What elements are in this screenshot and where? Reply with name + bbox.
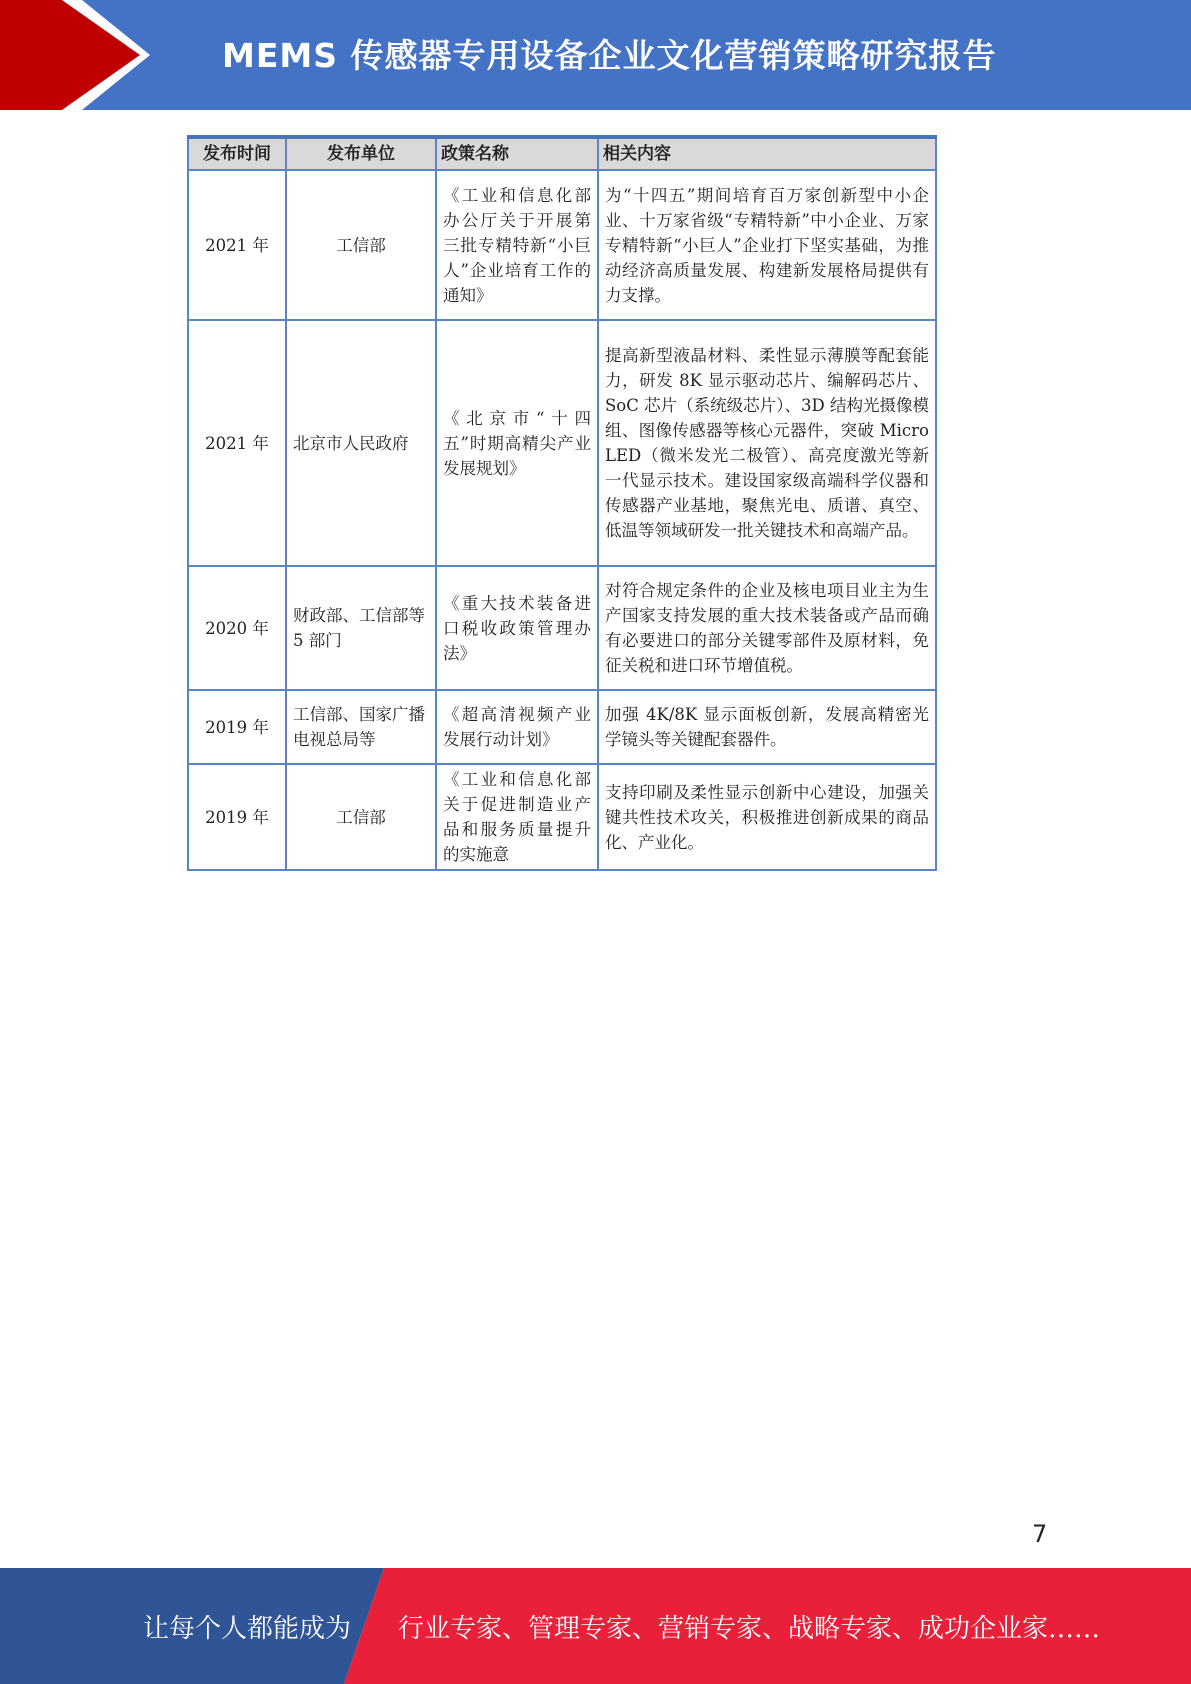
cell-year: 2020 年 (188, 566, 286, 690)
column-header-date: 发布时间 (188, 137, 286, 170)
cell-issuer: 北京市人民政府 (286, 320, 436, 566)
column-header-policy-name: 政策名称 (436, 137, 598, 170)
column-header-issuer: 发布单位 (286, 137, 436, 170)
table-row (188, 764, 936, 870)
cell-content: 加强 4K/8K 显示面板创新，发展高精密光学镜头等关键配套器件。 (598, 690, 936, 764)
header-chevron-decoration (0, 0, 200, 110)
cell-policy-name: 《超高清视频产业发展行动计划》 (436, 690, 598, 764)
policy-table (187, 135, 937, 871)
header-banner (0, 0, 1191, 110)
cell-policy-name: 《工业和信息化部关于促进制造业产品和服务质量提升的实施意 (436, 764, 598, 870)
cell-content: 支持印刷及柔性显示创新中心建设，加强关键共性技术攻关，积极推进创新成果的商品化、产业化。 (598, 764, 936, 870)
cell-year: 2021 年 (188, 320, 286, 566)
cell-issuer: 工信部 (286, 170, 436, 320)
cell-policy-name: 《北京市“十四五”时期高精尖产业发展规划》 (436, 320, 598, 566)
table-row (188, 320, 936, 566)
footer-slogan-left: 让每个人都能成为 (143, 1614, 352, 1644)
page-number: 7 (1032, 1520, 1048, 1548)
cell-issuer: 工信部 (286, 764, 436, 870)
cell-year: 2019 年 (188, 764, 286, 870)
cell-issuer: 财政部、工信部等 5 部门 (286, 566, 436, 690)
report-title: MEMS 传感器专用设备企业文化营销策略研究报告 (222, 36, 997, 75)
table-row (188, 566, 936, 690)
table-row (188, 690, 936, 764)
column-header-content: 相关内容 (598, 137, 936, 170)
cell-year: 2019 年 (188, 690, 286, 764)
cell-issuer: 工信部、国家广播电视总局等 (286, 690, 436, 764)
cell-year: 2021 年 (188, 170, 286, 320)
cell-policy-name: 《工业和信息化部办公厅关于开展第三批专精特新“小巨人”企业培育工作的通知》 (436, 170, 598, 320)
policy-table-container (187, 135, 937, 871)
cell-policy-name: 《重大技术装备进口税收政策管理办法》 (436, 566, 598, 690)
cell-content: 为“十四五”期间培育百万家创新型中小企业、十万家省级“专精特新”中小企业、万家专精特新“小巨人”企业打下坚实基础，为推动经济高质量发展、构建新发展格局提供有力支撑。 (598, 170, 936, 320)
footer-banner (0, 1568, 1191, 1684)
table-row (188, 170, 936, 320)
cell-content: 对符合规定条件的企业及核电项目业主为生产国家支持发展的重大技术装备或产品而确有必要进口的部分关键零部件及原材料，免征关税和进口环节增值税。 (598, 566, 936, 690)
footer-slogan-right: 行业专家、管理专家、营销专家、战略专家、成功企业家…… (398, 1614, 1101, 1644)
cell-content: 提高新型液晶材料、柔性显示薄膜等配套能力，研发 8K 显示驱动芯片、编解码芯片、SoC 芯片（系统级芯片）、3D 结构光摄像模组、图像传感器等核心元器件，突破 Micro LED（微米发光二极管）、高亮度激光等新一代显示技术。建设国家级高端科学仪器和传感器产业基地，聚焦光电、质谱、真空、低温等领域研发一批关键技术和高端产品。 (598, 320, 936, 566)
table-header-row (188, 137, 936, 170)
